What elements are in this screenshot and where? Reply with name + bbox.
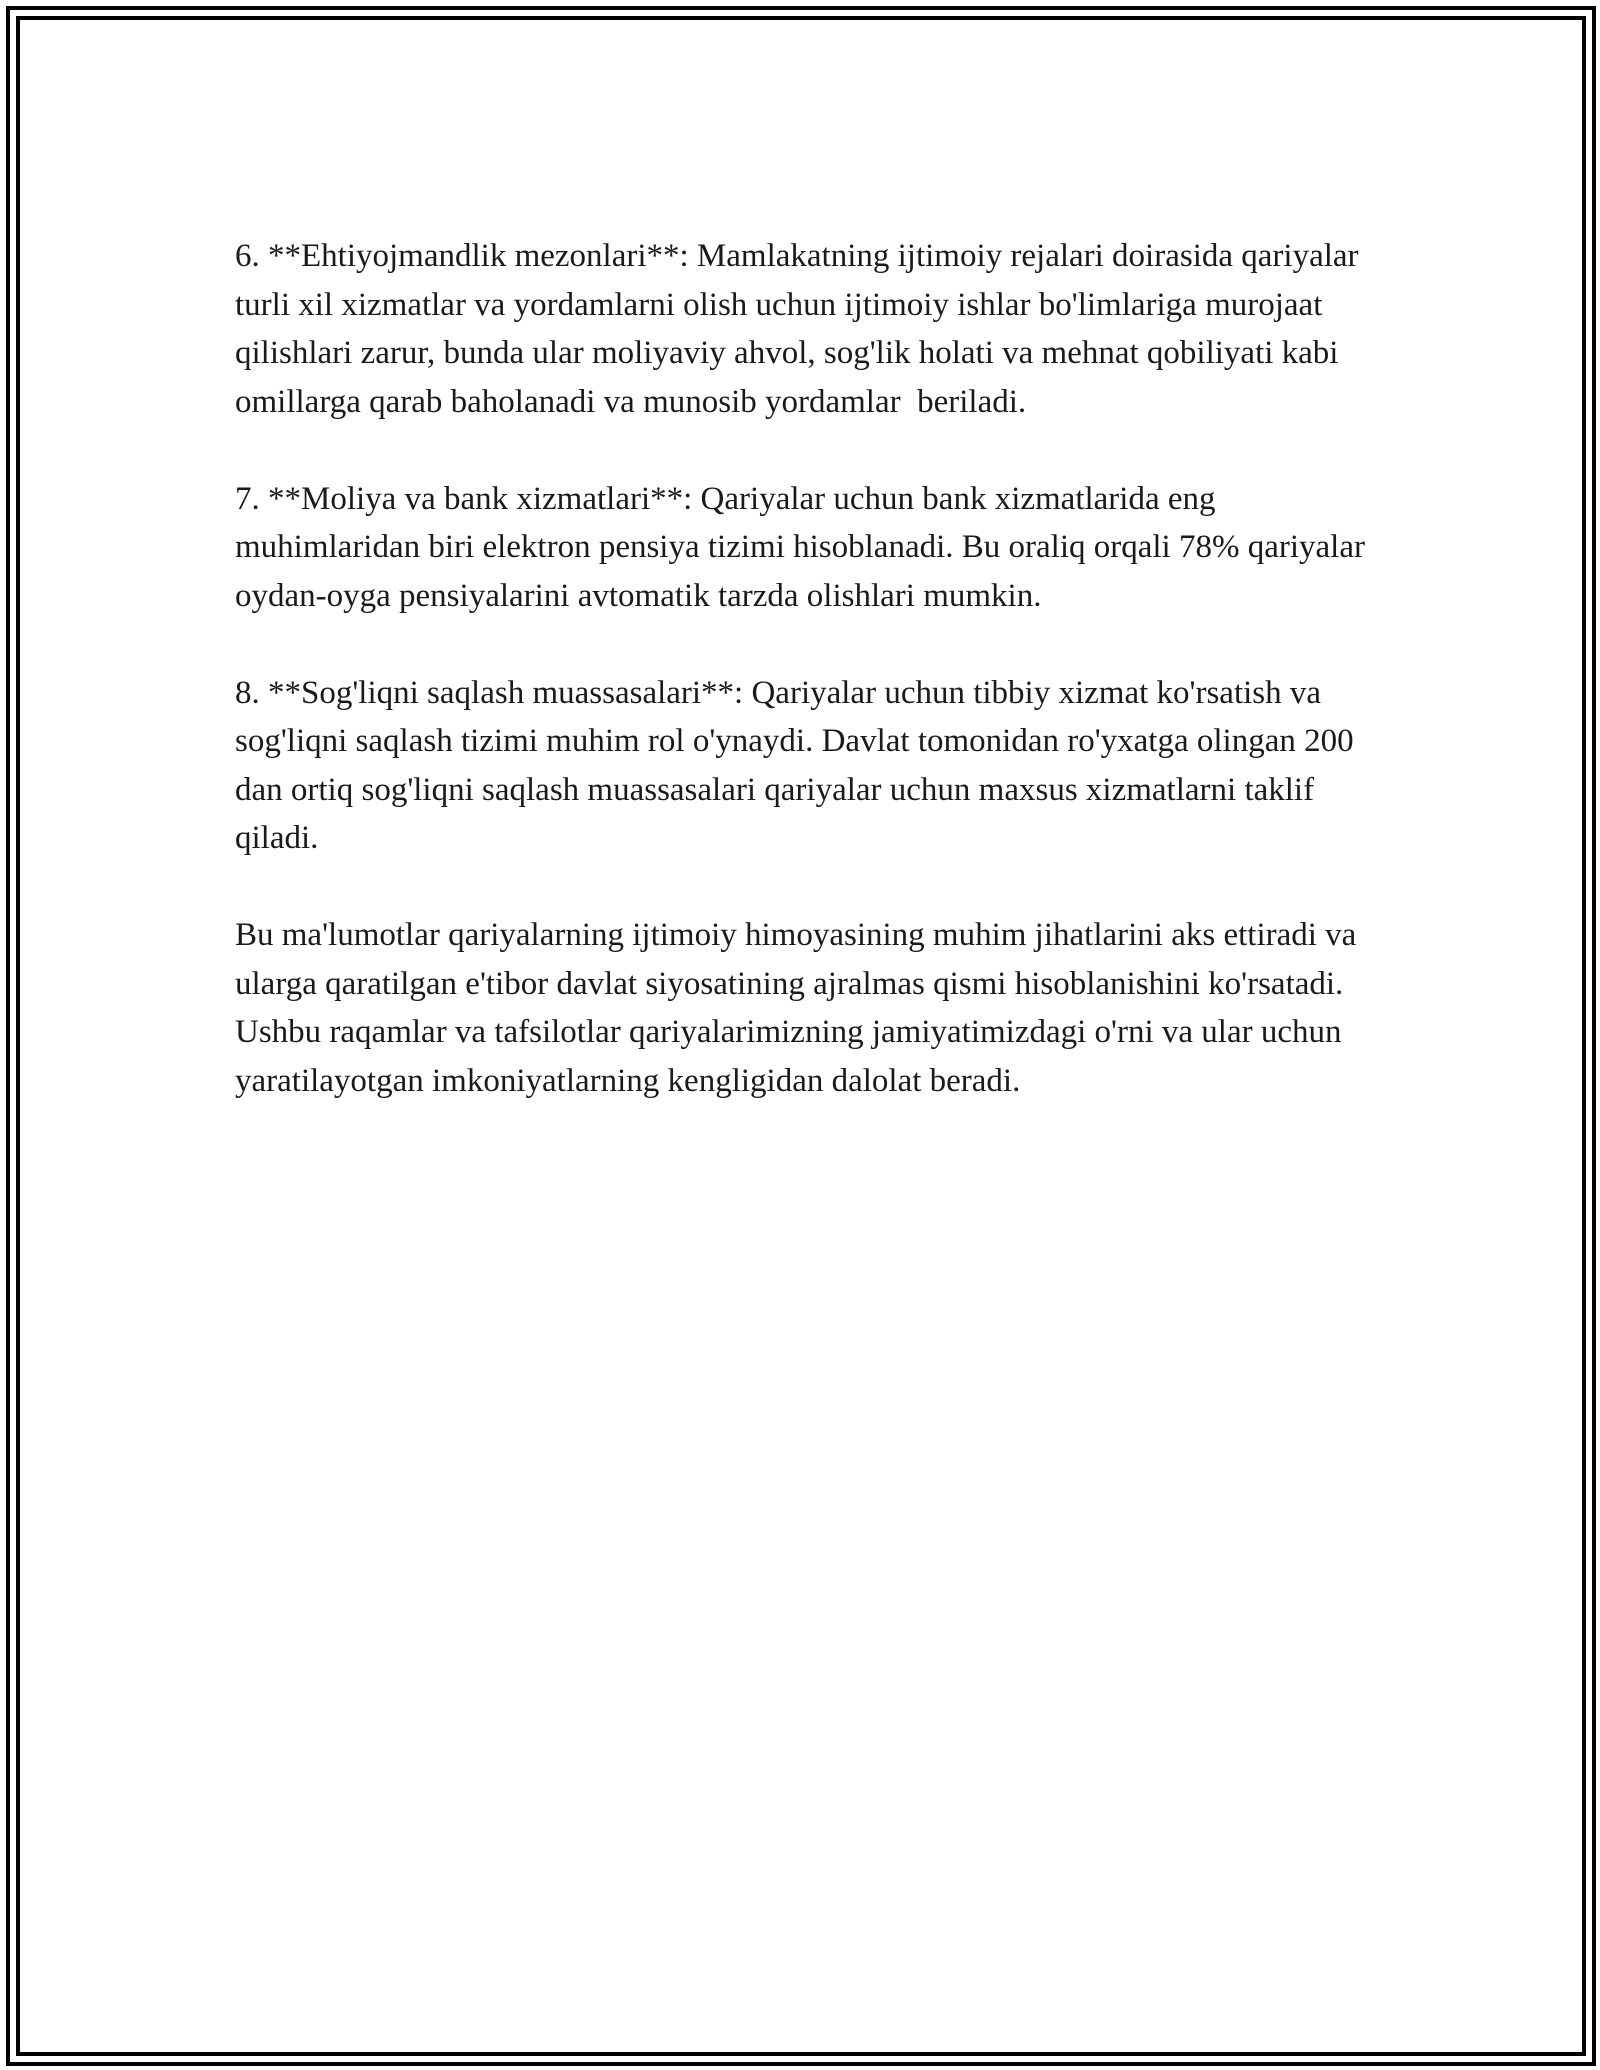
paragraph-needs-criteria: 6. **Ehtiyojmandlik mezonlari**: Mamlakatning ijtimoiy rejalari doirasida qariyalar turli xil xizmatlar va yordamlarni olish uchun ijtimoiy ishlar bo'limlariga murojaat qilishlari zarur, bunda ular moliyaviy ahvol, sog'lik holati va mehnat qobiliyati kabi omillarga qarab baholanadi va munosib yordamlar beriladi. bbox=[235, 238, 1367, 420]
paragraph-conclusion: Bu ma'lumotlar qariyalarning ijtimoiy himoyasining muhim jihatlarini aks ettiradi va ularga qaratilgan e'tibor davlat siyosatining ajralmas qismi hisoblanishini ko'rsatadi. Ushbu raqamlar va tafsilotlar qariyalarimizning jamiyatimizdagi o'rni va ular uchun yaratilayotgan imkoniyatlarning kengligidan dalolat beradi. bbox=[235, 917, 1365, 1099]
paragraph-finance-banking: 7. **Moliya va bank xizmatlari**: Qariyalar uchun bank xizmatlarida eng muhimlaridan biri elektron pensiya tizimi hisoblanadi. Bu oraliq orqali 78% qariyalar oydan-oyga pensiyalarini avtomatik tarzda olishlari mumkin. bbox=[235, 480, 1374, 614]
document-body bbox=[235, 232, 1375, 1154]
paragraph-healthcare: 8. **Sog'liqni saqlash muassasalari**: Qariyalar uchun tibbiy xizmat ko'rsatish va sog'liqni saqlash tizimi muhim rol o'ynaydi. Davlat tomonidan ro'yxatga olingan 200 dan ortiq sog'liqni saqlash muassasalari qariyalar uchun maxsus xizmatlarni taklif qiladi. bbox=[235, 674, 1362, 856]
